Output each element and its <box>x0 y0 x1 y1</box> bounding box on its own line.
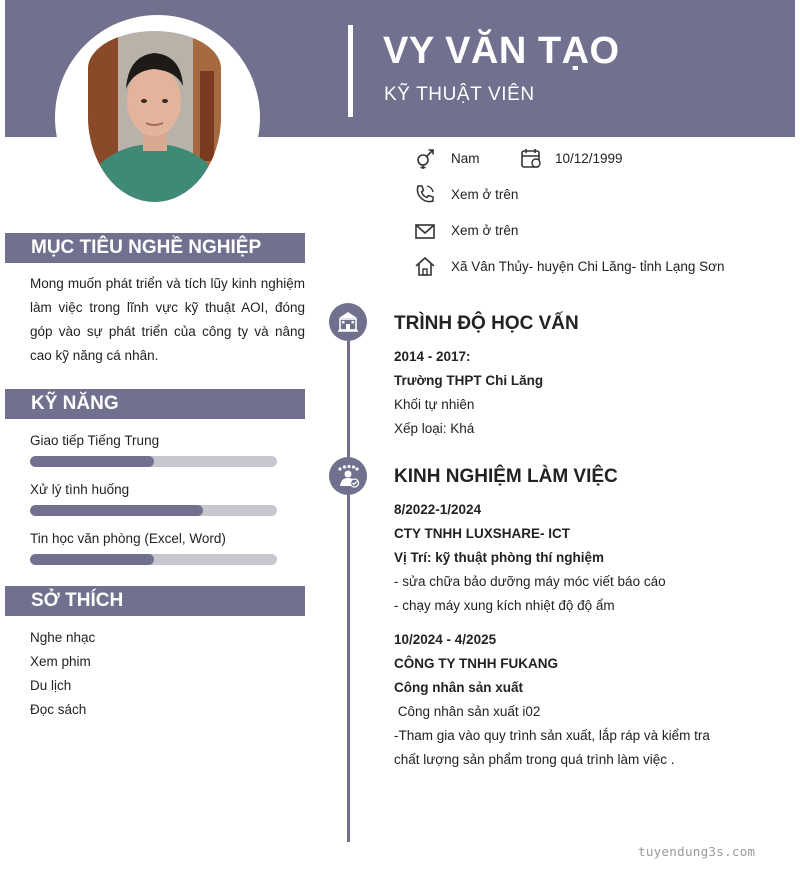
skill-label: Giao tiếp Tiếng Trung <box>30 433 160 448</box>
gender-icon <box>414 148 436 170</box>
skills-heading: KỸ NĂNG <box>5 389 305 419</box>
education-badge <box>329 303 367 341</box>
experience-heading: KINH NGHIỆM LÀM VIỆC <box>394 466 618 487</box>
skill-label: Tin học văn phòng (Excel, Word) <box>30 531 226 546</box>
objective-text: Mong muốn phát triển và tích lũy kinh nghiệm làm việc trong lĩnh vực kỹ thuật AOI, đóng góp vào sự phát triển của công ty và nâng cao kỹ năng cá nhân. <box>30 276 305 363</box>
job-company: CTY TNHH LUXSHARE- ICT <box>394 526 571 541</box>
job-company: CÔNG TY TNHH FUKANG <box>394 656 558 671</box>
skill-label: Xử lý tình huống <box>30 482 130 497</box>
skill-bar-fill <box>30 505 203 516</box>
candidate-name: VY VĂN TẠO <box>383 30 620 72</box>
education-period: 2014 - 2017: <box>394 349 471 364</box>
job-duty: chất lượng sản phẩm trong quá trình làm việc . <box>394 752 675 767</box>
timeline-line <box>347 318 350 842</box>
hobby-item: Đọc sách <box>30 702 87 717</box>
birthdate-value: 10/12/1999 <box>555 151 623 166</box>
header-divider <box>348 25 353 117</box>
home-icon <box>414 255 436 277</box>
job-duty: - sửa chữa bảo dưỡng máy móc viết báo cáo <box>394 574 666 589</box>
gender-value: Nam <box>451 151 480 166</box>
objective-heading: MỤC TIÊU NGHỀ NGHIỆP <box>5 233 305 263</box>
job-period: 10/2024 - 4/2025 <box>394 632 497 647</box>
job-role: Công nhân sản xuất <box>394 680 524 695</box>
address-value: Xã Vân Thủy- huyện Chi Lăng- tỉnh Lạng Sơn <box>451 259 725 274</box>
hobbies-heading: SỞ THÍCH <box>5 586 305 616</box>
hobby-item: Xem phim <box>30 654 91 669</box>
skill-bar-track <box>30 456 277 467</box>
job-role: Vị Trí: kỹ thuật phòng thí nghiệm <box>394 550 604 565</box>
job-duty: -Tham gia vào quy trình sản xuất, lắp ráp và kiểm tra <box>394 728 710 743</box>
calendar-icon <box>520 147 542 169</box>
job-period: 8/2022-1/2024 <box>394 502 482 517</box>
watermark: tuyendung3s.com <box>638 844 756 859</box>
job-duty: - chạy máy xung kích nhiệt độ độ ẩm <box>394 598 615 613</box>
avatar <box>88 31 221 202</box>
education-rank: Xếp loại: Khá <box>394 421 475 436</box>
hobby-item: Du lịch <box>30 678 72 693</box>
education-heading: TRÌNH ĐỘ HỌC VẤN <box>394 313 579 334</box>
school-icon <box>336 310 360 334</box>
worker-rating-icon <box>336 464 360 488</box>
hobby-item: Nghe nhạc <box>30 630 96 645</box>
email-icon <box>414 220 436 242</box>
candidate-title: KỸ THUẬT VIÊN <box>384 84 535 105</box>
education-track: Khối tự nhiên <box>394 397 475 412</box>
skill-bar-track <box>30 505 277 516</box>
email-value: Xem ở trên <box>451 223 519 238</box>
phone-value: Xem ở trên <box>451 187 519 202</box>
education-school: Trường THPT Chi Lăng <box>394 373 544 388</box>
skill-bar-fill <box>30 554 154 565</box>
phone-icon <box>414 183 436 205</box>
job-duty: Công nhân sản xuất i02 <box>394 704 541 719</box>
skill-bar-track <box>30 554 277 565</box>
experience-badge <box>329 457 367 495</box>
skill-bar-fill <box>30 456 154 467</box>
